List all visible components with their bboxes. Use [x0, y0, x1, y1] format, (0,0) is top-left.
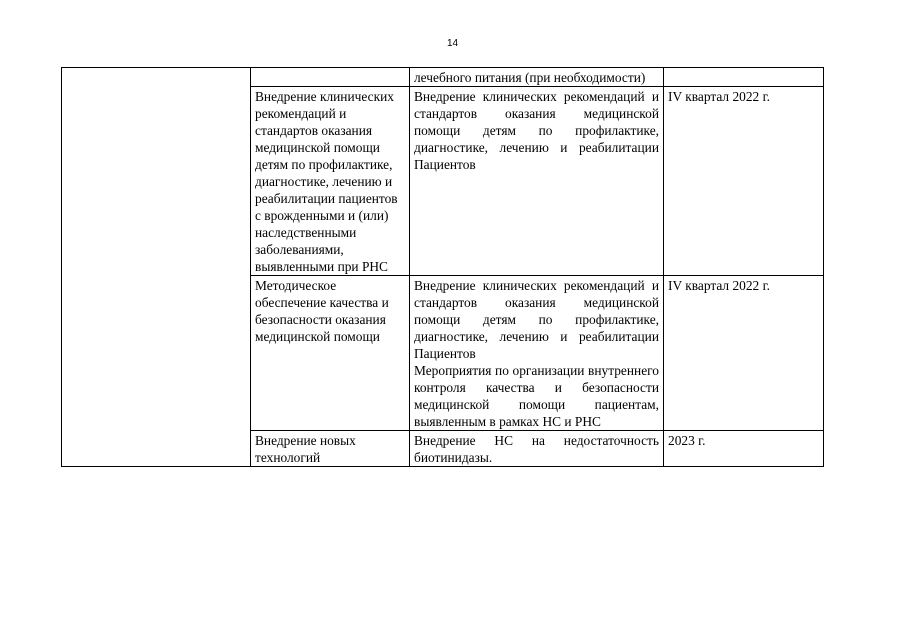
- empty-first-column-cell: [62, 68, 251, 467]
- page-number: 14: [446, 38, 459, 49]
- plan-table: [61, 67, 824, 467]
- deadline-cell: 2023 г.: [664, 431, 824, 467]
- action-cell: [410, 276, 664, 431]
- action-cell: [410, 87, 664, 276]
- deadline-cell: IV квартал 2022 г.: [664, 87, 824, 276]
- deadline-cell: [664, 68, 824, 87]
- action-paragraph: Внедрение клинических рекомендаций и стандартов оказания медицинской помощи детям по профилактике, диагностике, лечению и реабилитации Пациентов: [414, 278, 659, 361]
- task-cell: [251, 68, 410, 87]
- action-cell: [410, 68, 664, 87]
- deadline-cell: IV квартал 2022 г.: [664, 276, 824, 431]
- action-paragraph: Внедрение клинических рекомендаций и стандартов оказания медицинской помощи детям по профилактике, диагностике, лечению и реабилитации Пациентов: [414, 89, 659, 172]
- table-row: [62, 68, 824, 87]
- task-cell: Внедрение клинических рекомендаций и стандартов оказания медицинской помощи детям по профилактике, диагностике, лечению и реабилитации пациентов с врожденными и (или) наследственными заболеваниями, выявленными при РНС: [251, 87, 410, 276]
- action-paragraph: лечебного питания (при необходимости): [414, 70, 646, 85]
- task-cell: Внедрение новых технологий: [251, 431, 410, 467]
- action-paragraph: Мероприятия по организации внутреннего контроля качества и безопасности медицинской помощи пациентам, выявленным в рамках НС и РНС: [414, 363, 659, 429]
- plan-table-body: [62, 68, 824, 467]
- task-cell: Методическое обеспечение качества и безопасности оказания медицинской помощи: [251, 276, 410, 431]
- action-cell: [410, 431, 664, 467]
- action-paragraph: Внедрение НС на недостаточность биотинидазы.: [414, 433, 659, 465]
